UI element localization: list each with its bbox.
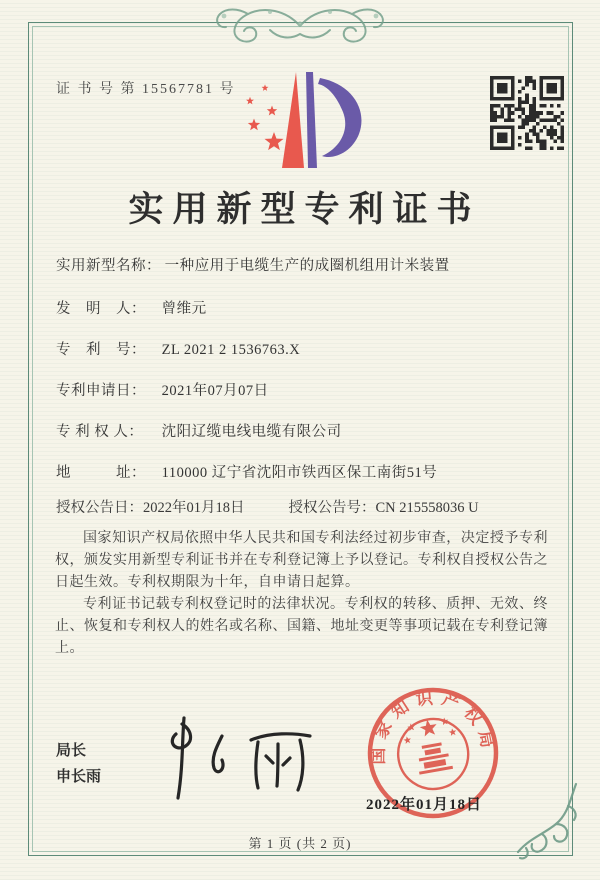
qr-code: [490, 76, 564, 150]
field-grant-row: [56, 496, 560, 517]
field-value: 沈阳辽缆电线电缆有限公司: [161, 424, 342, 440]
dragon-ornament: [178, 0, 422, 50]
field-patent-number: [56, 338, 560, 359]
national-emblem: [393, 713, 474, 794]
grant-number-value: CN 215558036 U: [375, 500, 479, 516]
legal-text: [55, 528, 548, 660]
legal-paragraph-1: 国家知识产权局依照中华人民共和国专利法经过初步审查，决定授予专利权，颁发实用新型专利证书并在专利登记簿上予以登记。专利权自授权公告之日起生效。专利权期限为十年，自申请日起算。: [55, 531, 548, 590]
seal-text: 国家知识产权局: [368, 688, 499, 765]
cnipa-logo: [238, 68, 370, 172]
field-value: 110000 辽宁省沈阳市铁西区保工南街51号: [161, 465, 438, 481]
field-value: 曾维元: [161, 301, 207, 317]
field-value: ZL 2021 2 1536763.X: [161, 342, 301, 358]
signer-block: [56, 738, 101, 790]
field-label: 发 明 人：: [56, 301, 146, 317]
field-value: 2021年07月07日: [161, 383, 269, 399]
certificate-number: 证 书 号 第 15567781 号: [56, 82, 236, 97]
grant-number-label: 授权公告号：: [288, 500, 376, 516]
signer-name: 申长雨: [56, 769, 102, 785]
field-inventor: [56, 297, 560, 318]
field-label: 实用新型名称：: [56, 258, 161, 274]
grant-date-label: 授权公告日：: [56, 500, 143, 516]
signature: [148, 710, 323, 806]
field-patentee: [56, 420, 560, 441]
field-label: 专 利 权 人：: [56, 424, 144, 440]
seal-date: 2022年01月18日: [366, 797, 483, 813]
legal-paragraph-2: 专利证书记载专利权登记时的法律状况。专利权的转移、质押、无效、终止、恢复和专利权人的姓名或名称、国籍、地址变更等事项记载在专利登记簿上。: [55, 597, 548, 656]
field-application-date: [56, 379, 560, 400]
field-label: 地 址：: [56, 465, 146, 481]
page-number: 第 1 页 (共 2 页): [248, 836, 352, 851]
field-value: 一种应用于电缆生产的成圈机组用计米装置: [164, 258, 450, 274]
field-utility-model-name: [56, 254, 560, 275]
field-address: [56, 461, 560, 482]
signer-title: 局长: [56, 743, 87, 759]
certificate-title: 实用新型专利证书: [128, 190, 481, 229]
grant-date-value: 2022年01月18日: [143, 500, 245, 516]
field-label: 专利申请日：: [56, 383, 146, 399]
field-label: 专 利 号：: [56, 342, 146, 358]
